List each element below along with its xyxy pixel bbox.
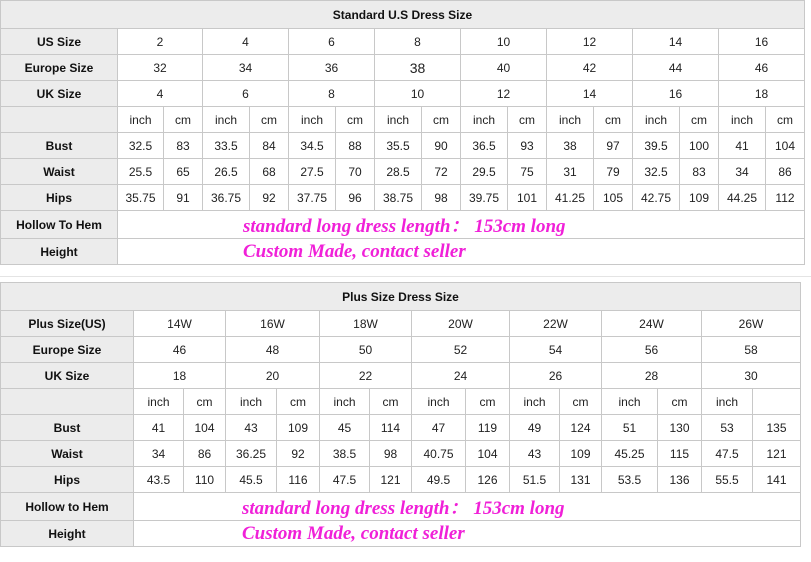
- size-cell: 14W: [134, 311, 226, 337]
- unit-cell: inch: [633, 107, 680, 133]
- table-row: [1, 211, 805, 239]
- row-label-us-size: US Size: [1, 29, 118, 55]
- size-cell: 22W: [510, 311, 602, 337]
- table-row: [1, 389, 801, 415]
- size-cell: 14: [633, 29, 719, 55]
- measure-cell: 29.5: [461, 159, 508, 185]
- measure-cell: 92: [250, 185, 289, 211]
- plus-size-table: [0, 282, 801, 547]
- plus-size-chart: [0, 282, 811, 547]
- measure-cell: 92: [277, 441, 320, 467]
- measure-cell: 131: [560, 467, 602, 493]
- measure-cell: 47.5: [320, 467, 370, 493]
- measure-cell: 45.5: [226, 467, 277, 493]
- row-label-units: [1, 107, 118, 133]
- measure-cell: 130: [658, 415, 702, 441]
- measure-cell: 35.75: [118, 185, 164, 211]
- measure-cell: 109: [277, 415, 320, 441]
- size-cell: 48: [226, 337, 320, 363]
- size-cell: 16: [719, 29, 805, 55]
- size-cell: 2: [118, 29, 203, 55]
- measure-cell: 37.75: [289, 185, 336, 211]
- measure-cell: 27.5: [289, 159, 336, 185]
- measure-cell: 68: [250, 159, 289, 185]
- unit-cell: inch: [375, 107, 422, 133]
- size-cell: 12: [547, 29, 633, 55]
- measure-cell: 49.5: [412, 467, 466, 493]
- unit-cell: inch: [510, 389, 560, 415]
- table-row: [1, 493, 801, 521]
- section-divider: [0, 272, 811, 282]
- hollow-to-hem-note-cell: [118, 211, 805, 239]
- table-row: [1, 415, 801, 441]
- unit-cell: inch: [203, 107, 250, 133]
- size-cell: 16W: [226, 311, 320, 337]
- measure-cell: 45: [320, 415, 370, 441]
- size-cell: 4: [203, 29, 289, 55]
- unit-cell: inch: [702, 389, 753, 415]
- size-cell: 50: [320, 337, 412, 363]
- measure-cell: 40.75: [412, 441, 466, 467]
- size-cell: 14: [547, 81, 633, 107]
- measure-cell: 114: [370, 415, 412, 441]
- measure-cell: 45.25: [602, 441, 658, 467]
- table-row: [1, 29, 805, 55]
- unit-cell: cm: [336, 107, 375, 133]
- measure-cell: 41: [134, 415, 184, 441]
- size-cell: 24: [412, 363, 510, 389]
- size-cell: 26W: [702, 311, 801, 337]
- measure-cell: 98: [370, 441, 412, 467]
- size-cell: 18: [719, 81, 805, 107]
- row-label-waist: Waist: [1, 159, 118, 185]
- row-label-europe-size: Europe Size: [1, 337, 134, 363]
- measure-cell: 83: [680, 159, 719, 185]
- measure-cell: 39.75: [461, 185, 508, 211]
- unit-cell: cm: [422, 107, 461, 133]
- measure-cell: 136: [658, 467, 702, 493]
- unit-cell: cm: [184, 389, 226, 415]
- unit-cell: inch: [461, 107, 508, 133]
- measure-cell: 116: [277, 467, 320, 493]
- row-label-units: [1, 389, 134, 415]
- measure-cell: 35.5: [375, 133, 422, 159]
- size-cell: 58: [702, 337, 801, 363]
- measure-cell: 51: [602, 415, 658, 441]
- measure-cell: 83: [164, 133, 203, 159]
- row-label-hips: Hips: [1, 467, 134, 493]
- measure-cell: 101: [508, 185, 547, 211]
- size-cell: 38: [375, 55, 461, 81]
- measure-cell: 98: [422, 185, 461, 211]
- table-row: [1, 337, 801, 363]
- measure-cell: 79: [594, 159, 633, 185]
- measure-cell: 39.5: [633, 133, 680, 159]
- row-label-waist: Waist: [1, 441, 134, 467]
- measure-cell: 97: [594, 133, 633, 159]
- height-note: Custom Made, contact seller: [242, 522, 465, 544]
- size-cell: 8: [375, 29, 461, 55]
- measure-cell: 36.25: [226, 441, 277, 467]
- size-cell: 36: [289, 55, 375, 81]
- measure-cell: 32.5: [118, 133, 164, 159]
- measure-cell: 124: [560, 415, 602, 441]
- size-cell: 10: [461, 29, 547, 55]
- measure-cell: 84: [250, 133, 289, 159]
- measure-cell: 90: [422, 133, 461, 159]
- unit-cell: inch: [602, 389, 658, 415]
- measure-cell: 47: [412, 415, 466, 441]
- size-cell: 10: [375, 81, 461, 107]
- measure-cell: 41.25: [547, 185, 594, 211]
- measure-cell: 36.75: [203, 185, 250, 211]
- size-cell: 6: [203, 81, 289, 107]
- measure-cell: 33.5: [203, 133, 250, 159]
- size-cell: 16: [633, 81, 719, 107]
- measure-cell: 96: [336, 185, 375, 211]
- measure-cell: 126: [466, 467, 510, 493]
- table-row: [1, 159, 805, 185]
- row-label-plus-size-us: Plus Size(US): [1, 311, 134, 337]
- measure-cell: 109: [560, 441, 602, 467]
- unit-cell: inch: [289, 107, 336, 133]
- measure-cell: 104: [466, 441, 510, 467]
- unit-cell: inch: [134, 389, 184, 415]
- plus-table-title: Plus Size Dress Size: [1, 283, 801, 311]
- standard-size-table: [0, 0, 805, 265]
- unit-cell: inch: [320, 389, 370, 415]
- row-label-bust: Bust: [1, 415, 134, 441]
- measure-cell: 34.5: [289, 133, 336, 159]
- measure-cell: 119: [466, 415, 510, 441]
- unit-cell: cm: [370, 389, 412, 415]
- unit-cell: cm: [508, 107, 547, 133]
- measure-cell: 42.75: [633, 185, 680, 211]
- measure-cell: 121: [753, 441, 801, 467]
- unit-cell: cm: [658, 389, 702, 415]
- table-row: [1, 363, 801, 389]
- measure-cell: 104: [184, 415, 226, 441]
- measure-cell: 44.25: [719, 185, 766, 211]
- measure-cell: 70: [336, 159, 375, 185]
- row-label-hollow-to-hem: Hollow To Hem: [1, 211, 118, 239]
- row-label-hips: Hips: [1, 185, 118, 211]
- measure-cell: 38.5: [320, 441, 370, 467]
- size-cell: 18W: [320, 311, 412, 337]
- measure-cell: 38.75: [375, 185, 422, 211]
- measure-cell: 65: [164, 159, 203, 185]
- measure-cell: 135: [753, 415, 801, 441]
- unit-cell: cm: [466, 389, 510, 415]
- height-note: Custom Made, contact seller: [243, 240, 466, 262]
- size-cell: 12: [461, 81, 547, 107]
- size-cell: 46: [719, 55, 805, 81]
- height-note-cell: [118, 239, 805, 265]
- unit-cell: inch: [118, 107, 164, 133]
- size-cell: 6: [289, 29, 375, 55]
- measure-cell: 26.5: [203, 159, 250, 185]
- table-row: [1, 185, 805, 211]
- measure-cell: 88: [336, 133, 375, 159]
- table-row: [1, 133, 805, 159]
- measure-cell: 110: [184, 467, 226, 493]
- measure-cell: 112: [766, 185, 805, 211]
- measure-cell: 93: [508, 133, 547, 159]
- table-row: [1, 239, 805, 265]
- size-cell: 4: [118, 81, 203, 107]
- measure-cell: 43.5: [134, 467, 184, 493]
- size-cell: 46: [134, 337, 226, 363]
- measure-cell: 86: [766, 159, 805, 185]
- size-cell: 22: [320, 363, 412, 389]
- size-cell: 24W: [602, 311, 702, 337]
- size-cell: 40: [461, 55, 547, 81]
- hollow-to-hem-note: standard long dress length： 153cm long: [243, 216, 566, 237]
- table-row: [1, 467, 801, 493]
- size-cell: 20W: [412, 311, 510, 337]
- row-label-uk-size: UK Size: [1, 363, 134, 389]
- unit-cell: cm: [250, 107, 289, 133]
- measure-cell: 49: [510, 415, 560, 441]
- row-label-bust: Bust: [1, 133, 118, 159]
- measure-cell: 91: [164, 185, 203, 211]
- measure-cell: 53.5: [602, 467, 658, 493]
- table-row: [1, 521, 801, 547]
- row-label-height: Height: [1, 521, 134, 547]
- height-note-cell: [134, 521, 801, 547]
- table-row: [1, 311, 801, 337]
- row-label-height: Height: [1, 239, 118, 265]
- unit-cell: cm: [766, 107, 805, 133]
- measure-cell: 28.5: [375, 159, 422, 185]
- size-cell: 28: [602, 363, 702, 389]
- size-cell: 20: [226, 363, 320, 389]
- measure-cell: 105: [594, 185, 633, 211]
- standard-size-chart: [0, 0, 811, 265]
- size-cell: 52: [412, 337, 510, 363]
- measure-cell: 104: [766, 133, 805, 159]
- row-label-europe-size: Europe Size: [1, 55, 118, 81]
- unit-cell: cm: [560, 389, 602, 415]
- row-label-uk-size: UK Size: [1, 81, 118, 107]
- size-cell: 30: [702, 363, 801, 389]
- divider-line: [0, 276, 811, 277]
- measure-cell: 86: [184, 441, 226, 467]
- table-row: [1, 107, 805, 133]
- unit-cell: cm: [680, 107, 719, 133]
- measure-cell: 31: [547, 159, 594, 185]
- size-cell: 44: [633, 55, 719, 81]
- table-row: [1, 81, 805, 107]
- size-cell: 32: [118, 55, 203, 81]
- table-row: [1, 441, 801, 467]
- measure-cell: 47.5: [702, 441, 753, 467]
- size-cell: 18: [134, 363, 226, 389]
- size-cell: 26: [510, 363, 602, 389]
- size-cell: 56: [602, 337, 702, 363]
- measure-cell: 100: [680, 133, 719, 159]
- size-cell: 54: [510, 337, 602, 363]
- measure-cell: 121: [370, 467, 412, 493]
- measure-cell: 141: [753, 467, 801, 493]
- measure-cell: 34: [719, 159, 766, 185]
- unit-cell: cm: [164, 107, 203, 133]
- unit-cell: cm: [277, 389, 320, 415]
- size-cell: 34: [203, 55, 289, 81]
- unit-cell: inch: [226, 389, 277, 415]
- measure-cell: 51.5: [510, 467, 560, 493]
- unit-cell: inch: [412, 389, 466, 415]
- measure-cell: 41: [719, 133, 766, 159]
- size-cell: 8: [289, 81, 375, 107]
- unit-cell: inch: [547, 107, 594, 133]
- measure-cell: 72: [422, 159, 461, 185]
- measure-cell: 36.5: [461, 133, 508, 159]
- measure-cell: 115: [658, 441, 702, 467]
- measure-cell: 75: [508, 159, 547, 185]
- measure-cell: 53: [702, 415, 753, 441]
- unit-cell: [753, 389, 801, 415]
- hollow-to-hem-note: standard long dress length： 153cm long: [242, 498, 565, 519]
- measure-cell: 55.5: [702, 467, 753, 493]
- measure-cell: 32.5: [633, 159, 680, 185]
- measure-cell: 34: [134, 441, 184, 467]
- measure-cell: 38: [547, 133, 594, 159]
- standard-table-title: Standard U.S Dress Size: [1, 1, 805, 29]
- hollow-to-hem-note-cell: [134, 493, 801, 521]
- unit-cell: inch: [719, 107, 766, 133]
- table-row: [1, 55, 805, 81]
- measure-cell: 25.5: [118, 159, 164, 185]
- measure-cell: 109: [680, 185, 719, 211]
- row-label-hollow-to-hem: Hollow to Hem: [1, 493, 134, 521]
- measure-cell: 43: [510, 441, 560, 467]
- measure-cell: 43: [226, 415, 277, 441]
- size-cell: 42: [547, 55, 633, 81]
- unit-cell: cm: [594, 107, 633, 133]
